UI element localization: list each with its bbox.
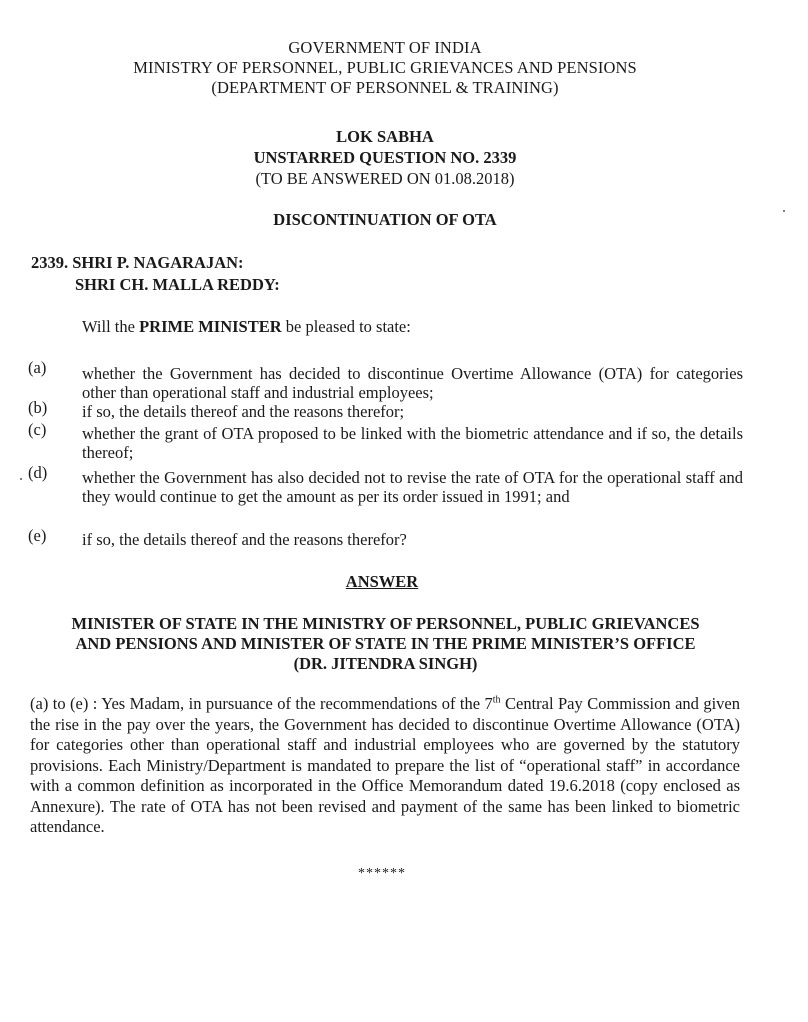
end-marker: ******	[358, 866, 406, 881]
question-letter: (d)	[28, 463, 48, 482]
minister-line-1: MINISTER OF STATE IN THE MINISTRY OF PERSONNEL, PUBLIC GRIEVANCES	[71, 614, 700, 633]
question-intro	[82, 317, 411, 337]
house-name: LOK SABHA	[336, 127, 434, 146]
scan-speck	[783, 210, 785, 212]
header-department: (DEPARTMENT OF PERSONNEL & TRAINING)	[211, 78, 559, 97]
asker-second: SHRI CH. MALLA REDDY:	[75, 275, 280, 294]
minister-name: (DR. JITENDRA SINGH)	[293, 654, 478, 673]
answer-heading: ANSWER	[345, 572, 419, 591]
question-letter: (a)	[28, 358, 47, 377]
answer-body	[30, 694, 740, 838]
question-letter: (e)	[28, 526, 47, 545]
question-text: if so, the details thereof and the reasons therefor?	[82, 530, 407, 549]
scan-speck	[20, 478, 22, 480]
ordinal-suffix: th	[492, 694, 501, 706]
question-text: whether the grant of OTA proposed to be linked with the biometric attendance and if so, the details thereof;	[82, 424, 743, 462]
intro-suffix: be pleased to state:	[281, 317, 411, 336]
question-text: whether the Government has also decided not to revise the rate of OTA for the operational staff and they would continue to get the amount as per its order issued in 1991; and	[82, 468, 743, 506]
minister-designation	[28, 614, 743, 674]
question-letter: (b)	[28, 398, 48, 417]
question-letter: (c)	[28, 420, 47, 439]
question-number: UNSTARRED QUESTION NO. 2339	[253, 148, 517, 167]
header-ministry: MINISTRY OF PERSONNEL, PUBLIC GRIEVANCES AND PENSIONS	[133, 58, 637, 77]
asker-first: 2339. SHRI P. NAGARAJAN:	[31, 253, 244, 272]
intro-addressee: PRIME MINISTER	[139, 317, 282, 336]
answer-text-start: (a) to (e) : Yes Madam, in pursuance of the recommendations of the 7	[30, 694, 493, 713]
header-government: GOVERNMENT OF INDIA	[288, 38, 482, 57]
intro-prefix: Will the	[82, 317, 140, 336]
question-info	[0, 126, 770, 189]
government-header	[0, 38, 770, 98]
answer-text-rest: Central Pay Commission and given the rise in the pay over the years, the Government has decided to discontinue Overtime Allowance (OTA) for categories other than operational staff and industrial employees who are governed by the statutory provisions. Each Ministry/Department is mandated to prepare the list of “operational staff” in accordance with a common definition as incorporated in the Office Memorandum dated 19.6.2018 (copy enclosed as Annexure). The rate of OTA has not been revised and payment of the same has been linked to biometric attendance.	[30, 694, 740, 836]
answer-date: (TO BE ANSWERED ON 01.08.2018)	[255, 169, 515, 188]
minister-line-2: AND PENSIONS AND MINISTER OF STATE IN THE PRIME MINISTER’S OFFICE	[75, 634, 696, 653]
question-text: if so, the details thereof and the reasons therefor;	[82, 402, 405, 421]
subject-title: DISCONTINUATION OF OTA	[273, 210, 497, 229]
question-text: whether the Government has decided to discontinue Overtime Allowance (OTA) for categories other than operational staff and industrial employees;	[82, 364, 743, 402]
